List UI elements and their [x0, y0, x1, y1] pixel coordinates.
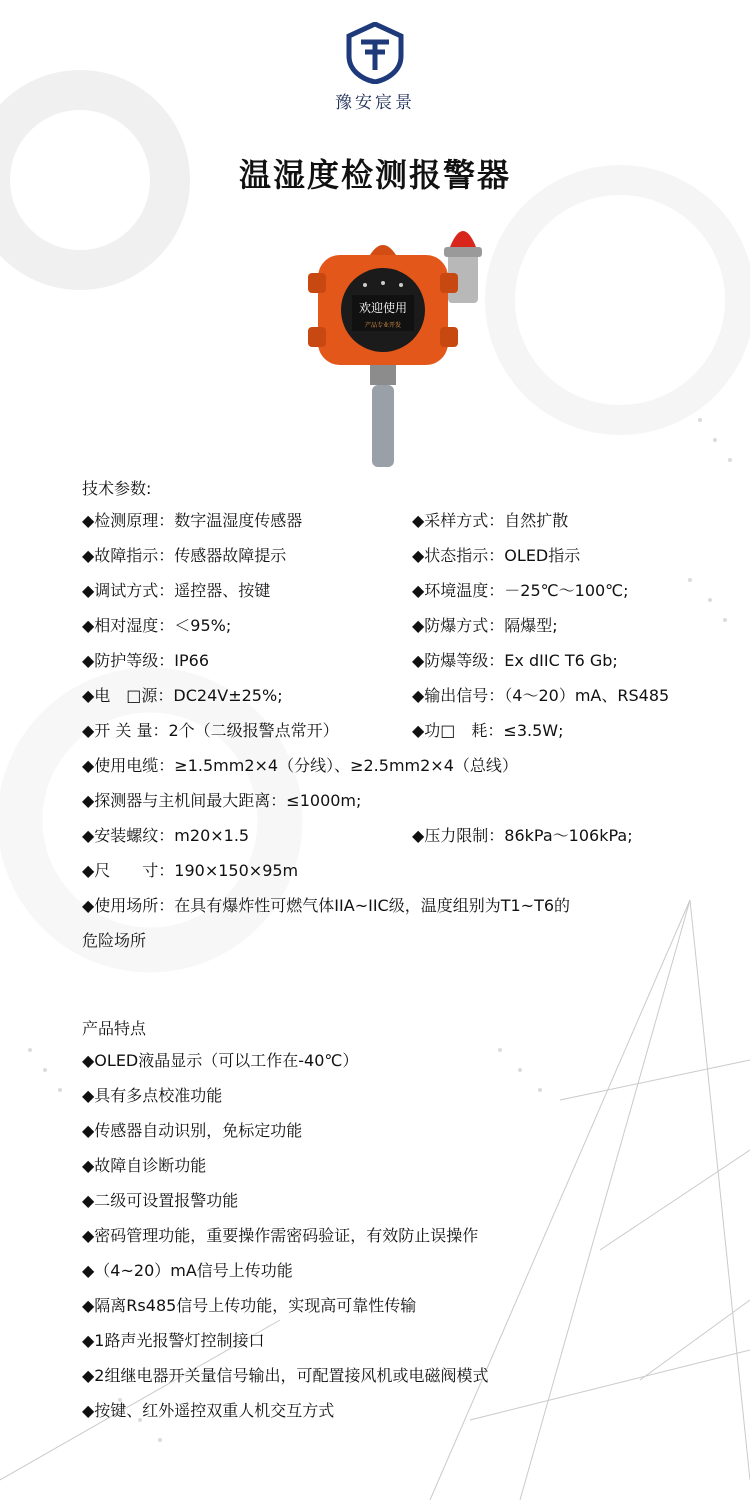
feature-item: ◆传感器自动识别，免标定功能 [82, 1121, 303, 1140]
feature-item: ◆OLED液晶显示（可以工作在-40℃） [82, 1051, 359, 1070]
spec-fault-indicator: ◆故障指示：传感器故障提示 [82, 546, 287, 565]
spec-status-indicator: ◆状态指示：OLED指示 [412, 546, 581, 565]
spec-row [82, 651, 618, 671]
spec-explosion-method: ◆防爆方式：隔爆型; [412, 616, 558, 635]
shield-icon [345, 22, 405, 84]
device-image [300, 215, 500, 475]
spec-switch: ◆开 关 量：2个（二级报警点常开） [82, 721, 339, 740]
spec-place: ◆使用场所：在具有爆炸性可燃气体IIA~IIC级，温度组别为T1~T6的 [82, 896, 571, 915]
feature-item: ◆（4~20）mA信号上传功能 [82, 1261, 293, 1280]
feature-item: ◆故障自诊断功能 [82, 1156, 207, 1175]
svg-text:欢迎使用: 欢迎使用 [358, 301, 408, 315]
spec-row [82, 686, 670, 706]
spec-ambient-temp: ◆环境温度：－25℃～100℃; [412, 581, 629, 600]
spec-row [82, 581, 629, 601]
feature-item: ◆1路声光报警灯控制接口 [82, 1331, 265, 1350]
spec-explosion-grade: ◆防爆等级：Ex dIIC T6 Gb; [412, 651, 618, 670]
spec-size: ◆尺 寸：190×150×95m [82, 861, 299, 880]
spec-row [82, 511, 569, 531]
spec-thread: ◆安装螺纹：m20×1.5 [82, 826, 250, 845]
spec-output-signal: ◆输出信号：（4～20）mA、RS485 [412, 686, 670, 705]
spec-row [82, 826, 633, 846]
spec-row [82, 721, 564, 741]
spec-protection-grade: ◆防护等级：IP66 [82, 651, 210, 670]
feature-item: ◆按键、红外遥控双重人机交互方式 [82, 1401, 335, 1420]
feature-item: ◆具有多点校准功能 [82, 1086, 223, 1105]
spec-sampling: ◆采样方式：自然扩散 [412, 511, 569, 530]
feature-item: ◆二级可设置报警功能 [82, 1191, 239, 1210]
spec-debug-method: ◆调试方式：遥控器、按键 [82, 581, 271, 600]
spec-power: ◆电 □源：DC24V±25%; [82, 686, 283, 705]
spec-row [82, 546, 581, 566]
feature-item: ◆隔离Rs485信号上传功能，实现高可靠性传输 [82, 1296, 417, 1315]
brand-logo [345, 22, 405, 88]
spec-row [82, 616, 558, 636]
specs-heading: 技术参数: [82, 479, 152, 498]
spec-cable: ◆使用电缆：≥1.5mm2×4（分线）、≥2.5mm2×4（总线） [82, 756, 518, 775]
features-heading: 产品特点 [82, 1019, 147, 1038]
spec-detect-principle: ◆检测原理：数字温湿度传感器 [82, 511, 303, 530]
spec-consumption: ◆功□ 耗：≤3.5W; [412, 721, 564, 740]
spec-place-cont: 危险场所 [82, 931, 147, 950]
spec-pressure: ◆压力限制：86kPa～106kPa; [412, 826, 633, 845]
svg-text:产品专业开发: 产品专业开发 [364, 322, 402, 329]
feature-item: ◆2组继电器开关量信号输出，可配置接风机或电磁阀模式 [82, 1366, 489, 1385]
spec-distance: ◆探测器与主机间最大距离：≤1000m; [82, 791, 362, 810]
page-title: 温湿度检测报警器 [238, 156, 511, 194]
spec-humidity: ◆相对湿度：＜95%; [82, 616, 232, 635]
feature-item: ◆密码管理功能，重要操作需密码验证，有效防止误操作 [82, 1226, 479, 1245]
brand-name: 豫安宸景 [335, 93, 415, 113]
